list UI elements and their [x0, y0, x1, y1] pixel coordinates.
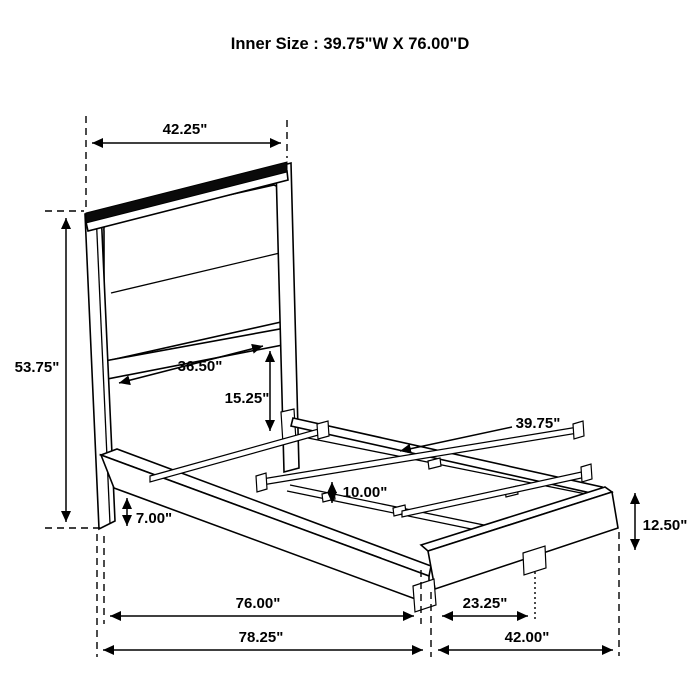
dim-inner-depth — [110, 595, 414, 616]
dim-overall-width — [438, 629, 613, 650]
dim-headboard-bottom-to-slat — [225, 351, 270, 431]
slat-bar-end — [317, 421, 329, 439]
dim-label-foot-leg-offset: 23.25" — [462, 595, 508, 612]
dim-label-headboard-width: 42.25" — [162, 121, 208, 138]
slat-bar-end — [256, 473, 267, 492]
slat-bracket — [428, 458, 441, 469]
dim-label-footboard-height: 12.50" — [642, 517, 688, 534]
dim-label-overall-depth: 78.25" — [238, 629, 284, 646]
dim-label-rail-floor-clearance: 7.00" — [135, 510, 173, 527]
slat-bar-end — [581, 464, 592, 482]
dim-label-headboard-bottom-to-slat: 15.25" — [224, 390, 270, 407]
dim-label-headboard-inner-width: 36.50" — [177, 358, 223, 375]
dim-foot-leg-offset — [442, 595, 528, 616]
dim-label-slat-spacing: 10.00" — [342, 484, 388, 501]
dim-overall-depth — [103, 629, 423, 650]
dim-label-overall-width: 42.00" — [504, 629, 550, 646]
dim-footboard-height — [619, 493, 687, 656]
slat-bar-end — [573, 421, 584, 439]
dim-label-inner-depth: 76.00" — [235, 595, 281, 612]
dim-label-slat-length: 39.75" — [515, 415, 561, 432]
dim-slat-spacing — [332, 482, 387, 503]
dim-label-overall-height: 53.75" — [14, 359, 60, 376]
diagram-title: Inner Size : 39.75"W X 76.00"D — [230, 35, 470, 53]
